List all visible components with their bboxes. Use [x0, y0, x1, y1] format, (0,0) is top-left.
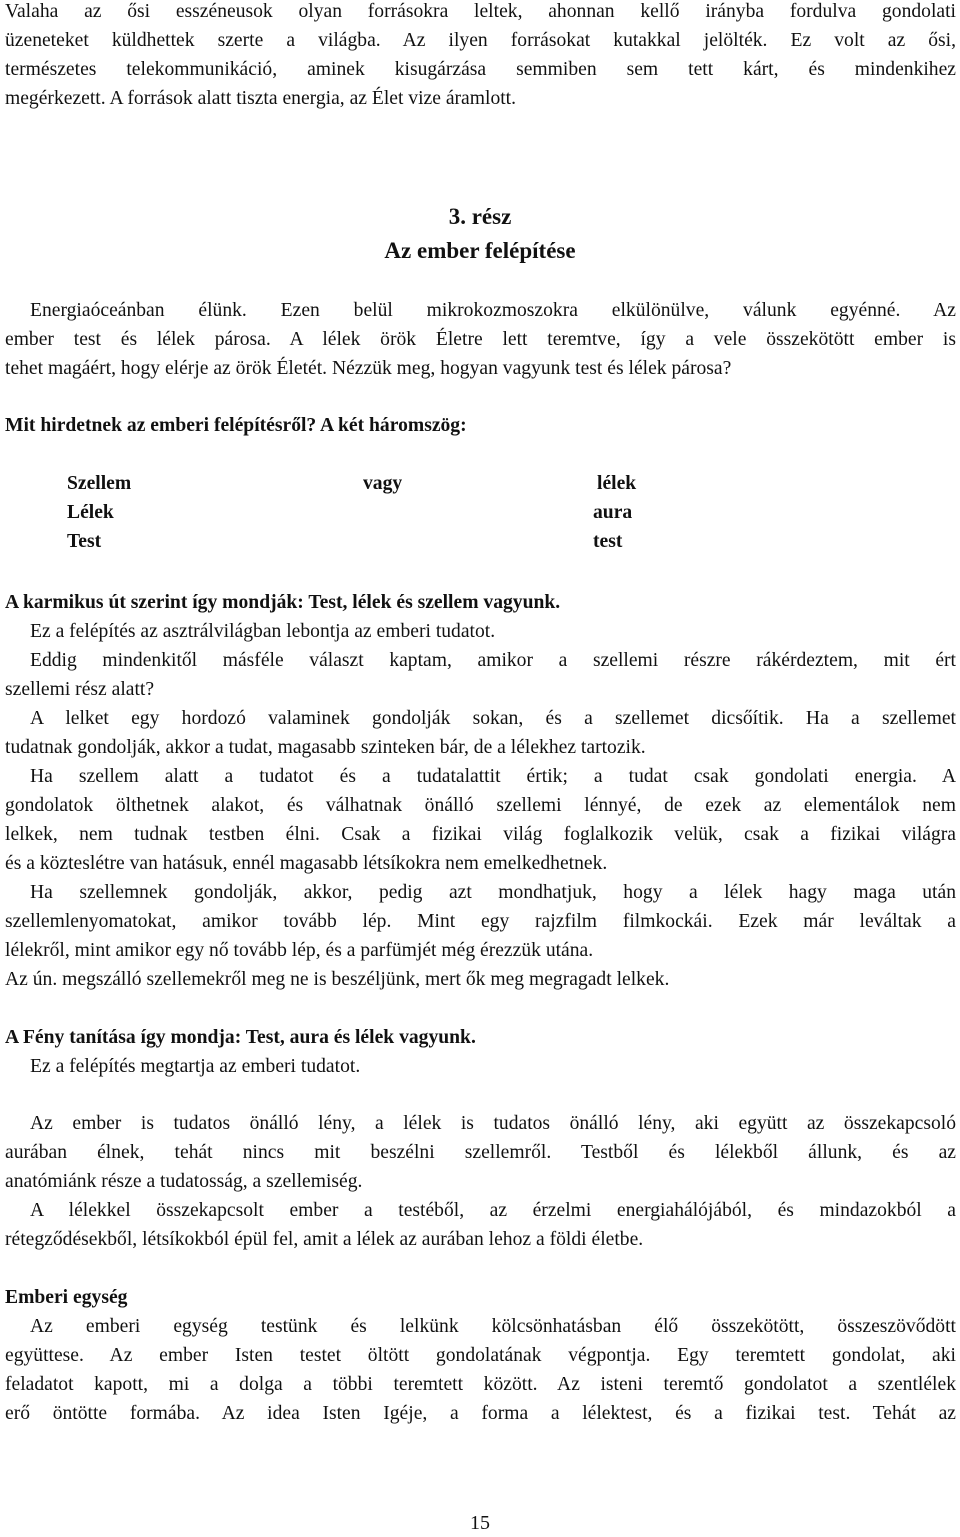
triangle-left-1: Szellem	[67, 473, 132, 494]
unity-line-1: Az emberi egység testünk és lelkünk kölcsönhatásban élő összekötött, összeszövődött	[30, 1316, 956, 1337]
page-number: 15	[470, 1512, 490, 1534]
p1-line-2: ember test és lélek párosa. A lélek örök Életre lett teremtve, így a vele összekötött ember is	[5, 329, 956, 350]
karmic-line-11: szellemlenyomatokat, amikor tovább lép. Mint egy rajzfilm filmkockái. Ezek már leváltak a	[5, 911, 956, 932]
karmic-line-13: Az ún. megszálló szellemekről meg ne is beszéljünk, mert ők meg megragadt lelkek.	[5, 969, 670, 990]
unity-line-4: erő öntötte formába. Az idea Isten Igéje, a forma a lélektest, és a fizikai test. Tehát az	[5, 1403, 956, 1424]
karmic-line-4: A lelket egy hordozó valaminek gondolják sokan, és a szellemet dicsőítik. Ha a szellemet	[30, 708, 956, 729]
light-line-5: A lélekkel összekapcsolt ember a testéből, az érzelmi energiahálójából, és mindazokból a	[30, 1200, 956, 1221]
light-line-6: rétegződésekből, létsíkokból épül fel, amit a lélek az aurában lehoz a földi életbe.	[5, 1229, 644, 1250]
triangle-left-2: Lélek	[67, 502, 114, 523]
intro-line-1: Valaha az ősi esszéneusok olyan forrásokra leltek, ahonnan kellő irányba fordulva gondolati	[5, 1, 956, 22]
unity-heading: Emberi egység	[5, 1287, 128, 1308]
light-line-2: Az ember is tudatos önálló lény, a lélek is tudatos önálló lény, aki együtt az összekapcsoló	[30, 1113, 956, 1134]
karmic-line-10: Ha szellemnek gondolják, akkor, pedig azt mondhatjuk, hogy a lélek hagy maga után	[30, 882, 956, 903]
karmic-heading: A karmikus út szerint így mondják: Test, lélek és szellem vagyunk.	[5, 592, 561, 613]
question-heading: Mit hirdetnek az emberi felépítésről? A két háromszög:	[5, 415, 467, 436]
section-number: 3. rész	[448, 204, 512, 229]
intro-line-3: természetes telekommunikáció, aminek kisugárzása semmiben sem tett kárt, és mindenkihez	[5, 59, 956, 80]
karmic-line-5: tudatnak gondolják, akkor a tudat, magasabb szinteken bár, de a lélekhez tartozik.	[5, 737, 646, 758]
karmic-line-7: gondolatok ölthetnek alakot, és válhatnak önálló szellemi lénnyé, de ezek az elementálok nem	[5, 795, 956, 816]
karmic-line-3: szellemi rész alatt?	[5, 679, 155, 700]
intro-line-4: megérkezett. A források alatt tiszta energia, az Élet vize áramlott.	[5, 88, 517, 109]
karmic-line-8: lelkek, nem tudnak testben élni. Csak a fizikai világ foglalkozik velük, csak a fizikai világra	[5, 824, 956, 845]
light-line-4: anatómiánk része a tudatosság, a szellemiség.	[5, 1171, 363, 1192]
unity-line-3: feladatot kapott, mi a dolga a többi teremtett között. Az isteni teremtő gondolatot a szentlélek	[5, 1374, 956, 1395]
section-title: Az ember felépítése	[384, 238, 576, 263]
triangle-or: vagy	[363, 473, 403, 494]
light-line-3: aurában élnek, tehát nincs mit beszélni szellemről. Testből és lélekből állunk, és az	[5, 1142, 956, 1163]
intro-line-2: üzeneteket küldhettek szerte a világba. Az ilyen forrásokat kutakkal jelölték. Ez volt az ősi,	[5, 30, 956, 51]
karmic-line-2: Eddig mindenkitől másféle választ kaptam, amikor a szellemi részre rákérdeztem, mit ért	[30, 650, 956, 671]
light-heading: A Fény tanítása így mondja: Test, aura és lélek vagyunk.	[5, 1027, 476, 1048]
karmic-line-6: Ha szellem alatt a tudatot és a tudatalattit értik; a tudat csak gondolati energia. A	[30, 766, 956, 787]
unity-line-2: együttese. Az ember Isten testet öltött gondolatának végpontja. Egy teremtett gondolat, aki	[5, 1345, 956, 1366]
p1-line-3: tehet magáért, hogy elérje az örök Életét. Nézzük meg, hogyan vagyunk test és lélek párosa?	[5, 358, 732, 379]
light-line-1: Ez a felépítés megtartja az emberi tudatot.	[30, 1056, 361, 1077]
triangle-left-3: Test	[67, 531, 102, 552]
triangle-right-2: aura	[593, 502, 633, 523]
karmic-line-12: lélekről, mint amikor egy nő tovább lép, és a parfümjét még érezzük utána.	[5, 940, 594, 961]
karmic-line-1: Ez a felépítés az asztrálvilágban lebontja az emberi tudatot.	[30, 621, 496, 642]
karmic-line-9: és a közteslétre van hatásuk, ennél magasabb létsíkokra nem emelkedhetnek.	[5, 853, 608, 874]
triangle-right-3: test	[593, 531, 623, 552]
triangle-right-1: lélek	[597, 473, 637, 494]
p1-line-1: Energiaóceánban élünk. Ezen belül mikrokozmoszokra elkülönülve, válunk egyénné. Az	[30, 300, 956, 321]
